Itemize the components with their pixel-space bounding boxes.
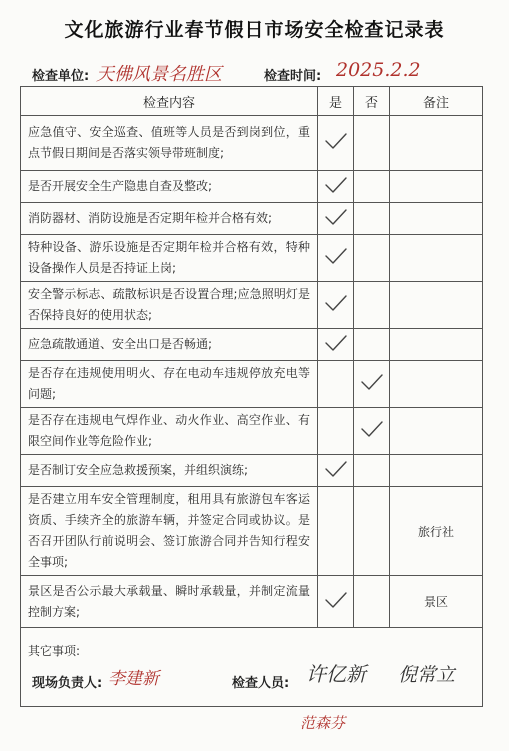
mark-yes-cell [318,171,354,203]
remark-cell [390,282,483,329]
mark-yes-cell [318,116,354,171]
inspector-signature-3: 范森芬 [300,714,346,732]
check-item-content: 是否存在违规使用明火、存在电动车违规停放充电等问题; [21,361,318,408]
table-row [21,576,483,628]
mark-no-cell [354,455,390,487]
responsible-signature: 李建新 [108,669,159,689]
check-item-content: 是否建立用车安全管理制度，租用具有旅游包车客运资质、手续齐全的旅游车辆，并签定合同或协议。是否召开团队行前说明会、签订旅游合同并告知行程安全事项; [21,487,318,576]
mark-yes-cell [318,408,354,455]
inspector-signature-2: 倪常立 [398,664,456,686]
mark-yes-cell [318,576,354,628]
mark-yes-cell [318,203,354,235]
mark-no-cell [354,576,390,628]
inspector-signature-1: 许亿新 [306,662,366,686]
inspection-time-value: 2025.2.2 [336,59,421,81]
check-item-content: 景区是否公示最大承载量、瞬时承载量，并制定流量控制方案; [21,576,318,628]
mark-yes-cell [318,361,354,408]
inspection-table [20,86,483,707]
mark-no-cell [354,116,390,171]
table-row [21,171,483,203]
checkmark-icon [324,591,348,609]
checkmark-icon [324,294,348,312]
check-item-content: 是否开展安全生产隐患自查及整改; [21,171,318,203]
mark-no-cell [354,235,390,282]
mark-no-cell [354,408,390,455]
table-row [21,408,483,455]
responsible-label: 现场负责人: [32,676,103,691]
remark-cell [390,235,483,282]
inspection-unit-label: 检查单位: [32,69,90,84]
check-item-content: 应急疏散通道、安全出口是否畅通; [21,329,318,361]
table-row [21,329,483,361]
mark-yes-cell [318,282,354,329]
remark-cell [390,171,483,203]
inspector-label: 检查人员: [232,676,290,691]
remark-cell: 旅行社 [390,487,483,576]
checkmark-icon [324,208,348,226]
remark-cell [390,361,483,408]
table-row [21,487,483,576]
check-item-content: 消防器材、消防设施是否定期年检并合格有效; [21,203,318,235]
remark-cell [390,329,483,361]
table-row [21,282,483,329]
inspection-unit-signature: 天佛风景名胜区 [96,64,222,85]
checkmark-icon [360,373,384,391]
table-row [21,203,483,235]
mark-yes-cell [318,329,354,361]
remark-cell [390,455,483,487]
document-title: 文化旅游行业春节假日市场安全检查记录表 [64,19,445,41]
mark-no-cell [354,329,390,361]
check-item-content: 应急值守、安全巡查、值班等人员是否到岗到位，重点节假日期间是否落实领导带班制度; [21,116,318,171]
mark-yes-cell [318,455,354,487]
header-no: 否 [354,87,390,116]
table-row [21,455,483,487]
checkmark-icon [324,334,348,352]
checkmark-icon [324,247,348,265]
mark-yes-cell [318,235,354,282]
mark-no-cell [354,171,390,203]
remark-cell [390,116,483,171]
table-row [21,116,483,171]
header-yes: 是 [318,87,354,116]
check-item-content: 特种设备、游乐设施是否定期年检并合格有效，特种设备操作人员是否持证上岗; [21,235,318,282]
header-note: 备注 [390,87,483,116]
mark-no-cell [354,487,390,576]
table-header-row [21,87,483,116]
header-content: 检查内容 [21,87,318,116]
table-row [21,361,483,408]
checkmark-icon [360,420,384,438]
checkmark-icon [324,132,348,150]
mark-yes-cell [318,487,354,576]
table-row [21,235,483,282]
checkmark-icon [324,460,348,478]
inspection-time-label: 检查时间: [264,69,322,84]
mark-no-cell [354,203,390,235]
mark-no-cell [354,361,390,408]
remark-cell: 景区 [390,576,483,628]
check-item-content: 安全警示标志、疏散标识是否设置合理;应急照明灯是否保持良好的使用状态; [21,282,318,329]
mark-no-cell [354,282,390,329]
other-matters-label: 其它事项: [21,628,483,707]
remark-cell [390,203,483,235]
check-item-content: 是否制订安全应急救援预案，并组织演练; [21,455,318,487]
checkmark-icon [324,176,348,194]
remark-cell [390,408,483,455]
check-item-content: 是否存在违规电气焊作业、动火作业、高空作业、有限空间作业等危险作业; [21,408,318,455]
